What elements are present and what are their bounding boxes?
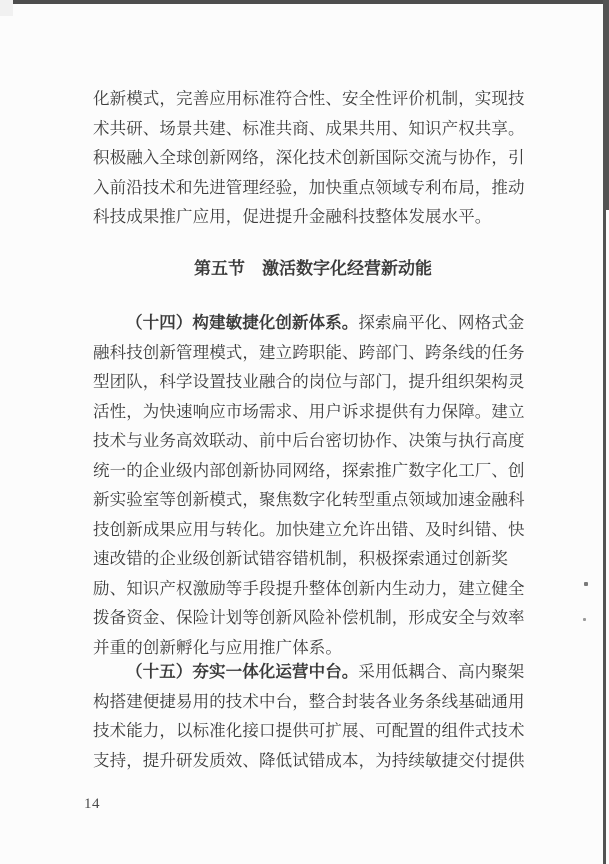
body-text-span: 探索扁平化、网格式金 <box>358 313 525 332</box>
page-number: 14 <box>84 796 100 812</box>
section-heading: 第五节 激活数字化经营新动能 <box>194 259 432 278</box>
body-text-span: 采用低耦合、高内聚架 <box>358 662 525 681</box>
item-15-title: （十五）夯实一体化运营中台。 <box>126 662 359 681</box>
body-text-line: 科技成果推广应用，促进提升金融科技整体发展水平。 <box>93 207 492 226</box>
body-text-line: 技术能力，以标准化接口提供可扩展、可配置的组件式技术 <box>93 721 525 740</box>
body-text-line: 融科技创新管理模式，建立跨职能、跨部门、跨条线的任务 <box>93 342 525 362</box>
body-text-line: 积极融入全球创新网络，深化技术创新国际交流与协作，引 <box>93 148 525 167</box>
body-text-line <box>93 657 533 687</box>
body-text-line: 型团队，科学设置技业融合的岗位与部门，提升组织架构灵 <box>93 372 525 391</box>
paragraph-innovation-network <box>93 84 533 232</box>
body-text-line: 技术与业务高效联动、前中后台密切协作、决策与执行高度 <box>93 431 525 450</box>
body-text-line: 统一的企业级内部创新协同网络，探索推广数字化工厂、创 <box>93 460 525 480</box>
body-text-line: 构搭建便捷易用的技术中台，整合封装各业务条线基础通用 <box>93 691 525 711</box>
paragraph-item-15 <box>93 657 533 775</box>
body-text-line: 活性，为快速响应市场需求、用户诉求提供有力保障。建立 <box>93 401 525 421</box>
body-text-line: 新实验室等创新模式，聚焦数字化转型重点领域加速金融科 <box>93 490 525 509</box>
body-text-line: 励、知识产权激励等手段提升整体创新内生动力，建立健全 <box>93 578 525 598</box>
body-text-line: 化新模式，完善应用标准符合性、安全性评价机制，实现技 <box>93 89 525 108</box>
scan-edge-top-artifact <box>12 0 609 4</box>
item-14-title: （十四）构建敏捷化创新体系。 <box>126 313 359 332</box>
body-text-line: 速改错的企业级创新试错容错机制，积极探索通过创新奖 <box>93 549 508 568</box>
body-text-line <box>93 308 533 338</box>
scan-corner-artifact <box>0 0 13 16</box>
body-text-line: 技创新成果应用与转化。加快建立允许出错、及时纠错、快 <box>93 519 525 539</box>
paragraph-item-14 <box>93 308 533 662</box>
body-text-line: 拨备资金、保险计划等创新风险补偿机制，形成安全与效率 <box>93 608 525 627</box>
body-text-line: 支持，提升研发质效、降低试错成本，为持续敏捷交付提供 <box>93 750 525 770</box>
body-text-line: 术共研、场景共建、标准共商、成果共用、知识产权共享。 <box>93 118 525 138</box>
scan-speck <box>583 618 586 621</box>
body-text-line: 入前沿技术和先进管理经验，加快重点领域专利布局，推动 <box>93 177 525 197</box>
scan-speck <box>584 582 588 586</box>
body-text-line: 并重的创新孵化与应用推广体系。 <box>93 637 342 657</box>
scan-edge-right-line <box>603 0 606 864</box>
